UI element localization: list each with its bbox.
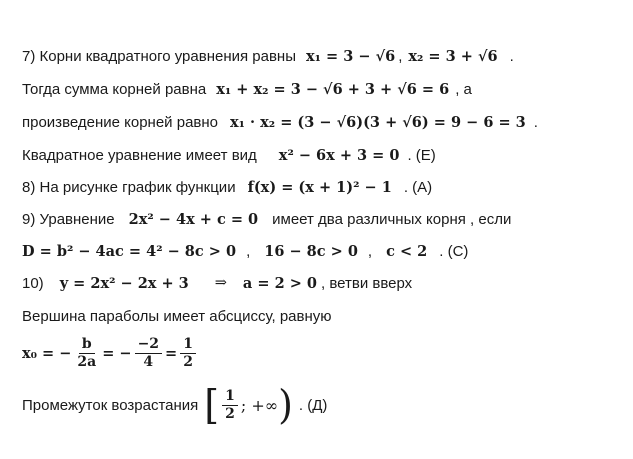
fraction-b-over-2a: $\frac{b}{2a}$ [77, 335, 97, 370]
text-vertex: Вершина параболы имеет абсциссу, равную [22, 307, 332, 325]
period: . [509, 47, 514, 65]
text-roots-intro: 7) Корни квадратного уравнения равны [22, 47, 296, 65]
math-c-result: c < 2 [386, 242, 428, 260]
math-eq: = [165, 344, 178, 362]
text-sum-end: , а [455, 80, 472, 98]
right-paren: ) [278, 381, 293, 429]
line-6 [22, 207, 625, 231]
fraction-neg2-over-4: $\frac{-2}{4}$ [135, 336, 162, 371]
fraction-one-half: $\frac{1}{2}$ [180, 336, 196, 371]
text-equation-9: 9) Уравнение [22, 210, 115, 228]
line-8 [22, 271, 625, 295]
text-branches-up: , ветви вверх [321, 274, 413, 292]
line-9 [22, 304, 625, 328]
math-sum: x₁ + x₂ = 3 − √6 + 3 + √6 = 6 [216, 80, 450, 98]
math-quadratic: x² − 6x + 3 = 0 [278, 146, 400, 164]
math-eq-minus: = − [102, 344, 132, 362]
line-4 [22, 143, 625, 167]
implies-arrow: ⇒ [214, 275, 227, 291]
left-bracket: [ [204, 381, 220, 429]
line-5 [22, 175, 625, 199]
text-answer-a: . (А) [403, 178, 433, 196]
text-graph-intro: 8) На рисунке график функции [22, 178, 236, 196]
math-infinity: ; +∞ [240, 395, 279, 415]
period: . [533, 113, 538, 131]
math-discriminant: D = b² − 4ac = 4² − 8c > 0 [22, 242, 237, 260]
line-7 [22, 239, 625, 263]
fraction-interval-start: $\frac{1}{2}$ [222, 388, 238, 423]
separator: , [246, 242, 251, 260]
separator: , [367, 242, 373, 260]
math-a-positive: a = 2 > 0 [242, 274, 317, 292]
separator: , [398, 47, 403, 65]
line-3 [22, 110, 625, 134]
text-condition: имеет два различных корня , если [272, 210, 512, 228]
math-product: x₁ · x₂ = (3 − √6)(3 + √6) = 9 − 6 = 3 [230, 113, 526, 131]
text-equation-intro: Квадратное уравнение имеет вид [22, 146, 257, 164]
text-answer-e: . (Е) [407, 146, 436, 164]
text-answer-d: . (Д) [298, 396, 328, 414]
text-increase-interval: Промежуток возрастания [22, 396, 199, 414]
math-x1: x₁ = 3 − √6 [306, 47, 396, 65]
text-product-intro: произведение корней равно [22, 113, 219, 131]
text-label-10: 10) [22, 274, 44, 292]
text-sum-intro: Тогда сумма корней равна [22, 80, 207, 98]
line-11 [22, 382, 625, 428]
line-10 [22, 333, 625, 373]
math-inequality: 16 − 8c > 0 [264, 242, 358, 260]
line-1 [22, 44, 625, 68]
math-equation-c: 2x² − 4x + c = 0 [128, 210, 259, 228]
math-x0-lhs: x₀ = − [22, 344, 72, 362]
math-x2: x₂ = 3 + √6 [408, 47, 498, 65]
text-answer-c: . (С) [439, 242, 469, 260]
math-y-function: y = 2x² − 2x + 3 [59, 274, 189, 292]
math-function: f(x) = (x + 1)² − 1 [247, 178, 392, 196]
line-2 [22, 77, 625, 101]
